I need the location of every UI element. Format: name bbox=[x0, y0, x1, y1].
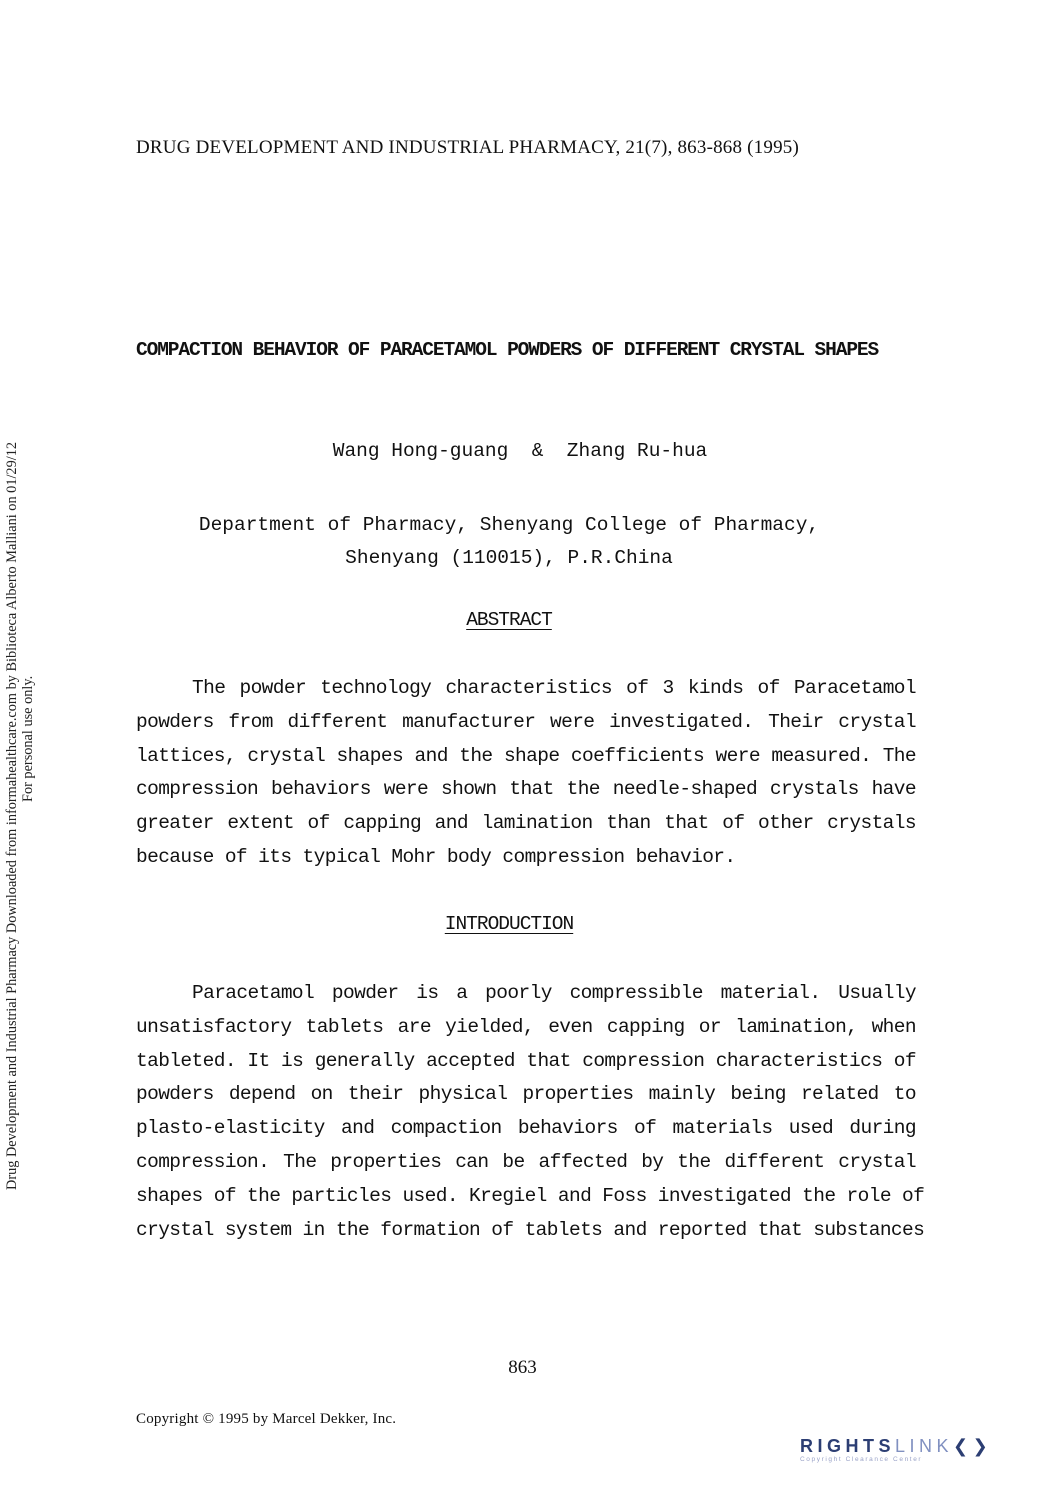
journal-header: DRUG DEVELOPMENT AND INDUSTRIAL PHARMACY, 21(7), 863-868 (1995) bbox=[136, 137, 799, 158]
abstract-line: because of its typical Mohr body compression behavior. bbox=[136, 845, 736, 868]
page-number: 863 bbox=[508, 1357, 537, 1378]
affiliation-line: Department of Pharmacy, Shenyang College of Pharmacy, bbox=[198, 514, 820, 536]
introduction-line: tableted. It is generally accepted that compression characteristics of bbox=[136, 1049, 916, 1072]
rightslink-logo[interactable] bbox=[800, 1436, 1030, 1472]
paper-title: COMPACTION BEHAVIOR OF PARACETAMOL POWDERS OF DIFFERENT CRYSTAL SHAPES bbox=[136, 339, 879, 361]
rightslink-arrow-icon: ❮❯ bbox=[953, 1436, 993, 1456]
introduction-line: shapes of the particles used. Kregiel and Foss investigated the role of bbox=[136, 1184, 925, 1207]
introduction-line: unsatisfactory tablets are yielded, even capping or lamination, when bbox=[136, 1015, 916, 1038]
rightslink-subtext: Copyright Clearance Center bbox=[800, 1456, 923, 1463]
abstract-heading: ABSTRACT bbox=[466, 609, 552, 631]
introduction-line: compression. The properties can be affected by the different crystal bbox=[136, 1150, 916, 1173]
abstract-line: greater extent of capping and lamination than that of other crystals bbox=[136, 812, 916, 835]
abstract-line: The powder technology characteristics of 3 kinds of Paracetamol bbox=[192, 677, 916, 699]
rightslink-rights-text: RIGHTS bbox=[800, 1436, 896, 1456]
rightslink-link-text: LINK bbox=[895, 1436, 954, 1456]
rightslink-wordmark bbox=[800, 1436, 1030, 1457]
introduction-line: powders depend on their physical properties mainly being related to bbox=[136, 1083, 916, 1106]
abstract-line: lattices, crystal shapes and the shape coefficients were measured. The bbox=[136, 744, 916, 767]
download-note-line: Drug Development and Industrial Pharmacy Downloaded from informahealthcare.com by Biblioteca Alberto Malliani on 01/29/12 bbox=[4, 441, 20, 1190]
abstract-body bbox=[136, 672, 916, 875]
personal-use-note: For personal use only. bbox=[20, 675, 36, 802]
introduction-heading: INTRODUCTION bbox=[444, 913, 574, 935]
abstract-line: compression behaviors were shown that the needle-shaped crystals have bbox=[136, 778, 916, 801]
authors: Wang Hong-guang & Zhang Ru-hua bbox=[332, 440, 708, 462]
affiliation-line: Shenyang (110015), P.R.China bbox=[345, 547, 673, 569]
introduction-line: plasto-elasticity and compaction behaviors of materials used during bbox=[136, 1117, 916, 1140]
introduction-body bbox=[136, 977, 925, 1247]
introduction-line: Paracetamol powder is a poorly compressible material. Usually bbox=[192, 982, 916, 1004]
abstract-line: powders from different manufacturer were investigated. Their crystal bbox=[136, 710, 916, 733]
affiliation bbox=[0, 509, 1018, 575]
copyright-notice: Copyright © 1995 by Marcel Dekker, Inc. bbox=[136, 1411, 397, 1427]
download-note bbox=[4, 0, 36, 1190]
introduction-line: crystal system in the formation of tablets and reported that substances bbox=[136, 1218, 925, 1241]
